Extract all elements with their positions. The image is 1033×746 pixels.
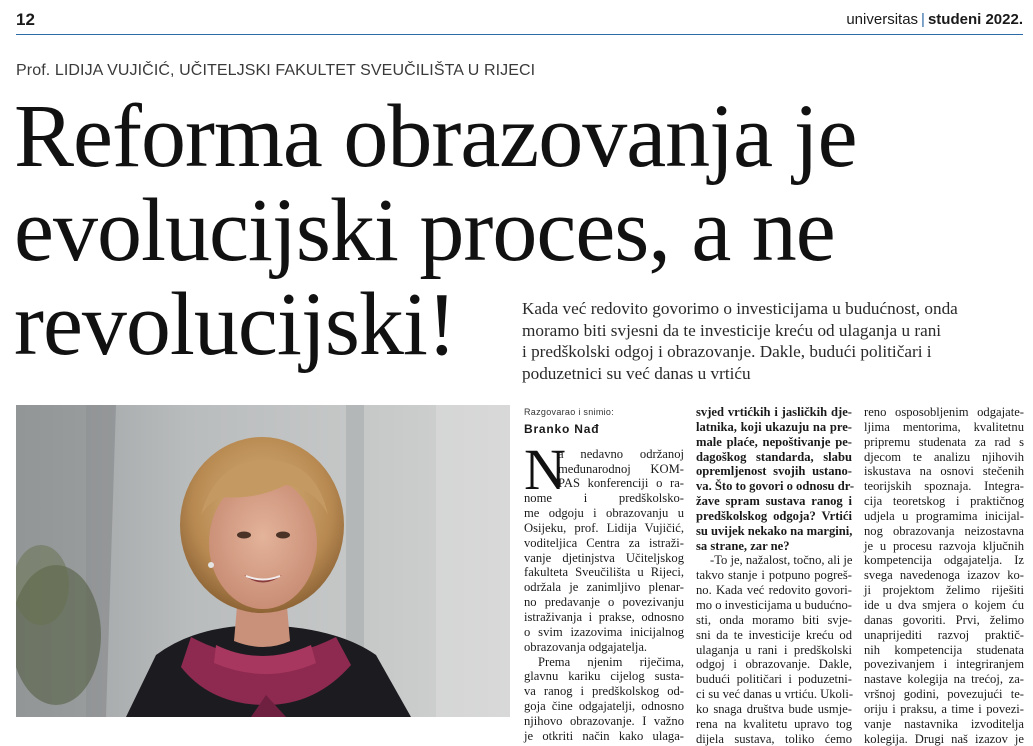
text-line: njihovo obrazovanje. I važno [524,713,684,728]
text-line: opremljenost svojih ustano- [696,464,852,479]
text-line: glavnu kariku cijelog sustа- [524,669,684,684]
text-line: predškolskog odgoja? Vrtići [696,508,852,523]
byline-name: Branko Nađ [524,421,600,436]
text-line: no predavanje o povezivanju [524,595,684,610]
article-standfirst [522,298,1027,384]
header-rule [16,34,1023,35]
text-line: male plaće, nepoštivanje pe- [696,434,852,449]
interview-question [696,405,855,553]
text-line: nastave kolegija na trećoj, za- [864,672,1024,687]
text-line: međunarodnoj KOM- [558,461,684,476]
text-line: ko snaga društva bude usmje- [696,701,852,716]
text-line: va ranog i predškolskog od- [524,684,684,699]
article-kicker: Prof. LIDIJA VUJIČIĆ, UČITELJSKI FAKULTET SVEUČILIŠTA U RIJECI [16,62,536,79]
text-line: teorijskih spoznaja. Integra- [864,479,1024,494]
standfirst-line: poduzetnici su već danas u vrtiću [522,363,751,383]
issue-date: studeni 2022. [927,11,1023,28]
text-line: kompetencija odgajatelja. Iz [864,553,1024,568]
text-line: je otkriti način kako ulaga- [524,728,684,743]
article-column-2 [696,405,855,746]
standfirst-line: i predškolski odgoj i obrazovanje. Dakle, budući političari i [522,342,932,361]
text-line: ljima mentorima, kvalitetnu [864,419,1024,434]
text-line: je u procesu razvoja ključnih [864,538,1024,553]
standfirst-line: Kada već redovito govorimo o investicijama u budućnost, onda [522,299,958,318]
text-line: latnika, koji ukazuju na pre- [696,419,852,434]
article-column-3 [864,405,1024,746]
text-line: -To je, nažalost, točno, ali je [710,553,853,568]
text-line: dijela sustava, toliko ćemo [696,731,852,746]
text-line: odgoj i obrazovanje. Dakle, [696,657,852,672]
text-line: me odgoju i obrazovanju u [524,506,684,521]
text-line: PAS konferenciji o ra- [558,476,684,491]
text-line: iskustava na osnovi stečenih [864,464,1024,479]
headline-line: evolucijski proces, a ne [14,181,835,280]
text-line: udjela u programima inicijal- [864,508,1024,523]
headline-line: Reforma obrazovanja je [14,87,857,186]
text-line: žave spram sustava ranog i [696,494,852,509]
text-line: cija teoretskog i praktičnog [864,494,1024,509]
text-line: ji projektom želimo riješiti [864,583,1024,598]
text-line: vršnoj godini, povezujući te- [864,687,1024,702]
text-line: obrazovanja odgajatelja. [524,639,648,654]
text-line: svjed vrtićkih i jasličkih dje- [696,405,852,419]
article-column-1 [524,405,684,744]
text-line: fakulteta Sveučilišta u Rijeci, [524,565,684,580]
text-line: unaprijediti razvoj praktič- [864,627,1024,642]
portrait-photo [16,405,510,717]
text-line: reno osposobljenim odgajate- [864,405,1024,419]
masthead-separator: | [921,11,925,28]
text-line: djecom te analizu njihovih [864,449,1024,464]
text-line: ci su već danas u vrtiću. Ukoli- [696,687,854,702]
text-line: mo o investicijama u budućno- [696,597,852,612]
text-line: goja čine odgajatelji, odnosno [524,699,684,714]
text-line: ide u dva smjera o kojem ću [864,597,1024,612]
masthead [846,11,1023,28]
text-line: o svim izazovima inicijalnog [524,624,684,639]
text-line: sa strane, zar ne? [696,538,790,553]
text-line: su uvijek nekako na margini, [696,523,853,538]
text-line: Osijeku, prof. Lidija Vujičić, [524,520,684,535]
text-line: a nedavno održanoj [558,446,684,461]
text-line: održala je zanimljivo plenar- [524,580,684,595]
text-line: oriju i praksu, a time i povezi- [864,701,1024,716]
text-line: povezivanjem i integriranjem [864,657,1024,672]
text-line: dagoškog standarda, slabu [696,449,852,464]
text-line: sni da te investicije kreću od [696,627,852,642]
publication-name: universitas [846,11,919,28]
drop-cap: N [524,436,566,502]
text-line: budući političari i poduzetni- [696,672,852,687]
text-line: istraživanja i prakse, odnosno [524,609,684,624]
page-number: 12 [16,10,35,29]
text-line: svega navedenoga izazov ko- [864,568,1024,583]
text-line: voditeljica Centra za istraži- [524,535,684,550]
intro-paragraph [524,436,684,744]
text-line: nih kompetencija studenata [864,642,1024,657]
text-line: takvo stanje i potpuno pogreš- [696,568,852,583]
text-line: nome i predškolsko- [524,491,684,506]
interview-answer [696,553,852,746]
text-line: danas govoriti. Prvi, želimo [864,612,1024,627]
text-line: nog obrazovanja neizostavna [864,523,1024,538]
text-line: vanje nastavnika izvoditelja [864,716,1024,731]
headline-line: revolucijski! [14,275,456,374]
text-line: rena na kvalitetu upravo tog [696,716,852,731]
text-line: va. Što to govori o odnosu dr- [696,479,855,494]
standfirst-line: moramo biti svjesni da te investicije kreću od ulaganja u rani [522,320,942,340]
text-line: kolegija. Drugi naš izazov je [864,731,1024,746]
text-line: no. Kada već redovito govori- [696,583,852,598]
text-line: sti, onda moramo biti svje- [696,612,852,627]
text-line: Prema njenim riječima, [538,654,684,669]
text-line: ulaganja u rani i predškolski [696,642,852,657]
text-line: pripremu studenata za rad s [864,434,1024,449]
text-line: vanje djetinjstva Učiteljskog [524,550,684,565]
byline-label: Razgovarao i snimio: [524,407,615,417]
